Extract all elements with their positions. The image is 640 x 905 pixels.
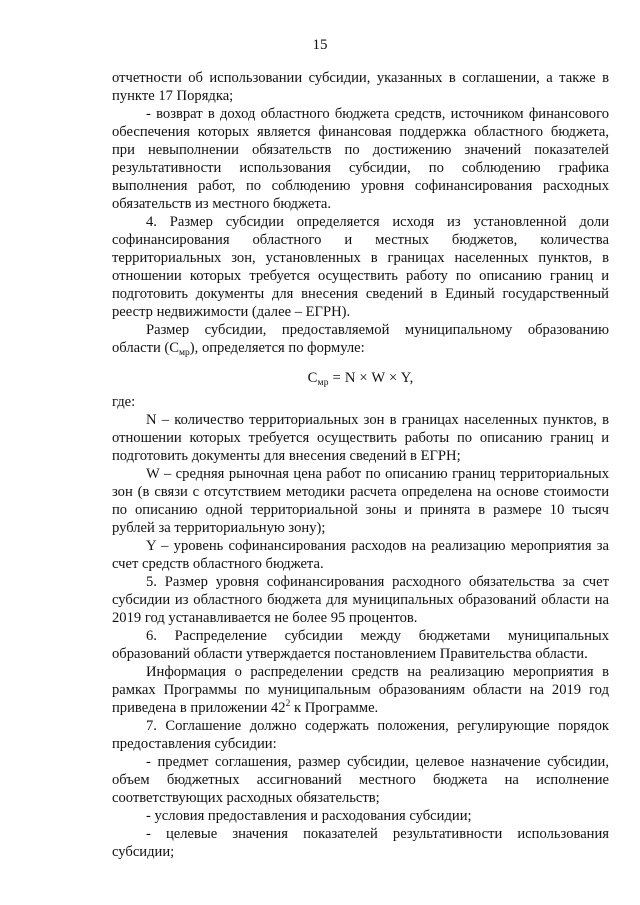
formula-intro-tail: ), определяется по формуле:: [189, 340, 365, 356]
formula-expression: = N × W × Y,: [328, 370, 414, 386]
page-number: 15: [312, 37, 328, 53]
distribution-info-tail: к Программе.: [290, 700, 379, 716]
document-body: [112, 69, 609, 861]
paragraph-distribution: 6. Распределение субсидии между бюджетами муниципальных образований области утверждается постановлением Правительства области.: [112, 628, 609, 662]
paragraph-continuation: отчетности об использовании субсидии, указанных в соглашении, а также в пункте 17 Порядка;: [112, 70, 609, 104]
distribution-info-text: Информация о распределении средств на реализацию мероприятия в рамках Программы по муниципальным образованиям области на 2019 год приведена в приложении 42: [112, 664, 609, 716]
appendix-superscript: 2: [285, 699, 291, 709]
formula-intro-subscript: мр: [179, 348, 190, 358]
paragraph-distribution-info: [112, 663, 609, 717]
formula-intro-text: Размер субсидии, предоставляемой муниципальному образованию области (С: [112, 322, 609, 356]
paragraph-y-definition: Y – уровень софинансирования расходов на реализацию мероприятия за счет средств областного бюджета.: [112, 538, 609, 572]
paragraph-budget-return: - возврат в доход областного бюджета средств, источником финансового обеспечения которых является финансовая поддержка областного бюджета, при невыполнении обязательств по достижению значений показателей результативности использования субсидии, по соблюдению графика выполнения работ, по соблюдению уровня софинансирования расходных обязательств из местного бюджета.: [112, 106, 609, 212]
paragraph-where: где:: [112, 394, 136, 410]
paragraph-agreement: 7. Соглашение должно содержать положения, регулирующие порядок предоставления субсидии:: [112, 718, 609, 752]
paragraph-agreement-conditions: - условия предоставления и расходования субсидии;: [146, 808, 472, 824]
paragraph-n-definition: N – количество территориальных зон в границах населенных пунктов, в отношении которых требуется осуществить работы по описанию границ и подготовить документы для внесения сведений в ЕГРН;: [112, 412, 609, 464]
paragraph-subsidy-size: 4. Размер субсидии определяется исходя из установленной доли софинансирования областного и местных бюджетов, количества территориальных зон, установленных в границах населенных пунктов, в отношении которых требуется осуществить работу по описанию границ и подготовить документы для внесения сведений в Единый государственный реестр недвижимости (далее – ЕГРН).: [112, 214, 609, 320]
paragraph-cofinancing-level: 5. Размер уровня софинансирования расходного обязательства за счет субсидии из областного бюджета для муниципальных образований области на 2019 год устанавливается не более 95 процентов.: [112, 574, 609, 626]
paragraph-agreement-targets: - целевые значения показателей результативности использования субсидии;: [112, 826, 609, 860]
paragraph-formula-intro: [112, 321, 609, 357]
formula-subscript: мр: [317, 378, 329, 388]
paragraph-agreement-subject: - предмет соглашения, размер субсидии, целевое назначение субсидии, объем бюджетных ассигнований местного бюджета на исполнение соответствующих расходных обязательств;: [112, 754, 609, 806]
formula: [112, 369, 609, 387]
formula-symbol: С: [307, 370, 318, 386]
paragraph-w-definition: W – средняя рыночная цена работ по описанию границ территориальных зон (в связи с отсутствием методики расчета определена на основе стоимости по описанию одной территориальной зоны и принята в размере 10 тысяч рублей за территориальную зону);: [112, 466, 609, 536]
